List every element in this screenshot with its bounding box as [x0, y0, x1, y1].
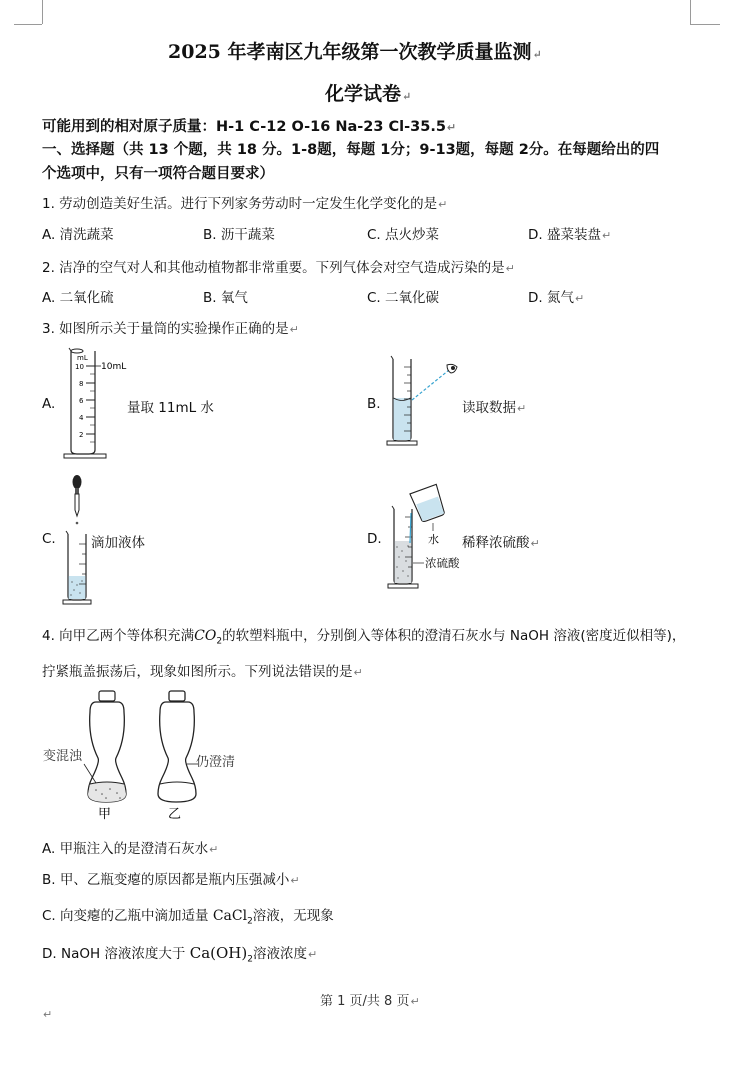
question-1-stem: 1. 劳动创造美好生活。进行下列家务劳动时一定发生化学变化的是↵	[42, 196, 448, 212]
exam-subtitle: 化学试卷↵	[325, 83, 412, 105]
question-4-stem-line1: 4. 向甲乙两个等体积充满$CO_2$的软塑料瓶中，分别倒入等体积的澄清石灰水与 NaOH 溶液(密度近似相等)，	[42, 628, 686, 647]
q1-option-a: A. 清洗蔬菜	[42, 227, 114, 243]
q3-option-b-letter: B.	[367, 396, 381, 412]
section-heading-line1: 一、选择题（共 13 个题，共 18 分。1-8题，每题 1分；9-13题，每题 2分。在每题给出的四	[42, 142, 660, 158]
cylinder-volume-label: 10mL	[101, 362, 127, 372]
dropper-cylinder-figure-c	[62, 472, 92, 607]
question-3-stem: 3. 如图所示关于量筒的实验操作正确的是↵	[42, 321, 299, 337]
bottle-jia-label: 甲	[98, 807, 112, 822]
question-4-stem-line2: 拧紧瓶盖振荡后，现象如图所示。下列说法错误的是↵	[42, 664, 363, 680]
q1-option-d: D. 盛菜装盘↵	[528, 227, 612, 243]
q4-option-c: C. 向变瘪的乙瓶中滴加适量 CaCl$_2$溶液，无现象	[42, 908, 334, 927]
page-footer: 第 1 页/共 8 页↵	[320, 994, 420, 1009]
q3-option-d-text: 稀释浓硫酸↵	[462, 535, 540, 551]
cylinder-top-tick: 10	[75, 363, 84, 371]
cylinder-tick-4: 4	[79, 414, 84, 422]
cylinder-unit: mL	[77, 354, 88, 362]
q4-option-a: A. 甲瓶注入的是澄清石灰水↵	[42, 841, 219, 857]
q3-option-c-letter: C.	[42, 531, 56, 547]
water-label: 水	[428, 533, 439, 546]
q2-option-a: A. 二氧化硫	[42, 290, 114, 306]
sulfuric-acid-label: 浓硫酸	[425, 556, 460, 570]
reading-cylinder-figure-b	[385, 353, 465, 448]
clear-label: 仍澄清	[196, 755, 236, 770]
crop-mark	[690, 0, 691, 24]
q3-option-d-letter: D.	[367, 531, 382, 547]
q3-option-c-text: 滴加液体	[91, 535, 145, 551]
section-heading-line2: 个选项中，只有一项符合题目要求）	[42, 166, 274, 182]
q3-option-a-text: 量取 11mL 水	[127, 400, 214, 416]
q2-option-d: D. 氮气↵	[528, 290, 585, 306]
turbid-label: 变混浊	[43, 749, 83, 764]
q2-option-c: C. 二氧化碳	[367, 290, 440, 306]
bottles-figure	[40, 688, 260, 823]
end-paragraph-mark: ↵	[43, 1008, 53, 1021]
cylinder-tick-8: 8	[79, 380, 84, 388]
q3-option-a-letter: A.	[42, 396, 56, 412]
cylinder-tick-2: 2	[79, 431, 84, 439]
cylinder-tick-6: 6	[79, 397, 84, 405]
q1-option-c: C. 点火炒菜	[367, 227, 440, 243]
q4-option-d: D. NaOH 溶液浓度大于 $Ca(OH)_2$溶液浓度↵	[42, 944, 318, 965]
q3-option-b-text: 读取数据↵	[462, 400, 527, 416]
dilution-cylinder-figure-d	[386, 483, 464, 595]
q1-option-b: B. 沥干蔬菜	[203, 227, 275, 243]
bottle-yi-label: 乙	[168, 807, 182, 822]
q2-option-b: B. 氧气	[203, 290, 248, 306]
q4-option-b: B. 甲、乙瓶变瘪的原因都是瓶内压强减小↵	[42, 872, 300, 888]
crop-mark	[14, 24, 42, 25]
exam-title: 2025 年孝南区九年级第一次教学质量监测↵	[168, 41, 542, 63]
question-2-stem: 2. 洁净的空气对人和其他动植物都非常重要。下列气体会对空气造成污染的是↵	[42, 260, 515, 276]
atomic-masses: 可能用到的相对原子质量：H-1 C-12 O-16 Na-23 Cl-35.5↵	[42, 119, 457, 135]
crop-mark	[42, 0, 43, 24]
crop-mark	[690, 24, 720, 25]
